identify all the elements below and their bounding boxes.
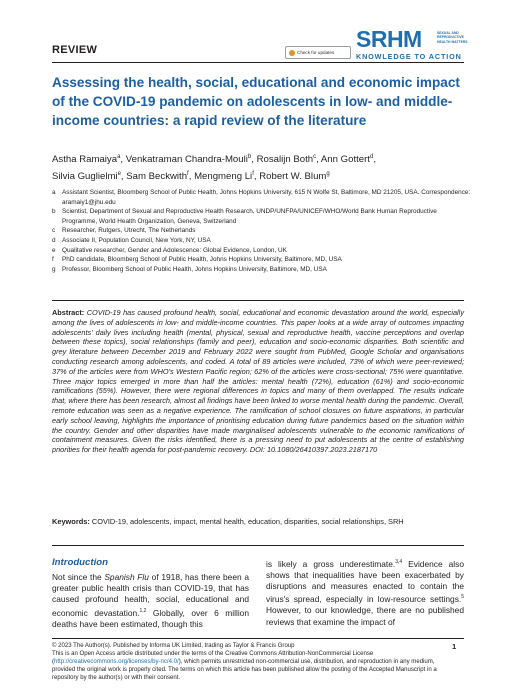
author: Robert W. Blum$^g$ — [259, 171, 330, 183]
keywords-label: Keywords: — [52, 517, 90, 526]
affiliation-list — [52, 188, 472, 274]
affiliation: c Researcher, Rutgers, Utrecht, The Netherlands — [52, 227, 196, 235]
author: Ann Gottert$^d$, — [320, 154, 376, 166]
check-for-updates-button[interactable] — [285, 46, 351, 59]
copyright-line: © 2023 The Author(s). Published by Informa UK Limited, trading as Taylor & Francis Group — [52, 643, 295, 649]
affiliation: g Professor, Bloomberg School of Public Health, Johns Hopkins University, Baltimore, MD, USA — [52, 265, 327, 273]
author: Rosalijn Both$^c$, — [256, 154, 321, 166]
journal-logo — [356, 26, 468, 61]
license-link[interactable]: http://creativecommons.org/licenses/by-nc/4.0/ — [54, 659, 179, 665]
author-list — [52, 150, 472, 184]
license-footer — [52, 642, 452, 682]
check-updates-label: Check for updates — [297, 50, 335, 55]
abstract-label: Abstract: — [52, 308, 85, 317]
affiliation: b Scientist, Department of Sexual and Reproductive Health Research, UNDP/UNFPA/UNICEF/WHO/World Bank Human Reproductive Programme, World Health Organization, Geneva, Switzerland — [52, 208, 437, 225]
author: Venkatraman Chandra-Mouli$^b$, — [125, 154, 257, 166]
license-text: This is an Open Access article distributed under the terms of the Creative Commons Attribution-NonCommercial License (http://creativecommons.org/licenses/by-nc/4.0/), which permits unrestricted non-commercial use, distribution, and reproduction in any medium, provided the original work is properly cited. The terms on which this article has been published allow the posting of the Accepted Manuscript in a repository by the author(s) or with their consent. — [52, 651, 437, 681]
affiliation: d Associate II, Population Council, New York, NY, USA — [52, 236, 211, 244]
logo-tagline: KNOWLEDGE TO ACTION — [356, 52, 462, 61]
section-label: REVIEW — [52, 44, 98, 56]
body-column-left: Not since the Spanish Flu of 1918, has there been a greater public health crisis than COVID-19, that has caused profound health, social, educational and economic devastation.$^{1,2}$ Globally, over 6 million deaths have been estimated, though this — [52, 572, 249, 629]
body-column-right: is likely a gross underestimate.$^{3,4}$ Evidence also shows that inequalities have been exacerbated by disruptions and measures enacted to contain the virus's spread, especially in low-resource settings.$^5$ However, to our knowledge, there are no published reviews that examine the impact of — [266, 558, 464, 627]
keywords-text: COVID-19, adolescents, impact, mental health, education, disparities, social relationships, SRH — [91, 517, 404, 526]
header-divider — [52, 62, 464, 63]
page-number: 1 — [452, 642, 457, 651]
affiliation: e Qualitative researcher, Gender and Adolescence: Global Evidence, London, UK — [52, 246, 287, 254]
author: Sam Beckwith$^f$, — [126, 171, 195, 183]
author: Astha Ramaiya$^a$, — [52, 154, 126, 166]
author: Mengmeng Li$^f$, — [194, 171, 260, 183]
abstract-text: COVID-19 has caused profound health, social, educational and economic devastation around the world, especially among the lives of adolescents in low- and middle-income countries. This paper looks at a wide array of outcomes impacting adolescents' daily lives including health (mental, physical, sexual and reproductive health, vaccine perceptions and overlap between these topics), social relationships (family and peer), education and socio-economic disparities. Both scientific and grey literature between December 2019 and February 2022 were sought from PubMed, Google Scholar and organisations conducting research among adolescents, and coded. A total of 89 articles were included, 73% of which were peer-reviewed; 37% of the articles were from WHO's Western Pacific region; 62% of the articles were cross-sectional; 75% were quantitative. Three major topics emerged in more than half the articles: mental health (72%), education (61%) and socio-economic ramifications (55%). However, there were regional differences in topics and many of them overlapped. The results indicate that, where there has been research, almost all findings have been linked to worse mental health during the pandemic. Overall, remote education was seen as a negative experience. The ramification of school closures on future aspirations, in particular early school leaving, highlights the importance of prioritising education during future pandemics based on the situation within the country. Gender and other disparities have made marginalised adolescents vulnerable to the economic ramifications of containment measures. Given the risks identified, there is a pressing need to put adolescents at the centre of establishing priorities for their health agenda for post-pandemic recovery. DOI: 10.1080/26410397.2023.2187170 — [52, 308, 464, 455]
footer-divider — [52, 638, 464, 639]
article-title: Assessing the health, social, educational and economic impact of the COVID-19 pandemic on adolescents in low- and middle-income countries: a rapid review of the literature — [52, 75, 460, 128]
logo-subtitle: SEXUAL AND REPRODUCTIVE HEALTH MATTERS — [437, 31, 468, 44]
abstract — [52, 308, 464, 455]
abstract-divider — [52, 300, 464, 301]
author: Silvia Guglielmi$^e$, — [52, 171, 127, 183]
affiliation: f PhD candidate, Bloomberg School of Public Health, Johns Hopkins University, Baltimore, MD, USA — [52, 256, 342, 264]
section-heading: Introduction — [52, 557, 108, 568]
body-divider — [52, 545, 464, 546]
affiliation: a Assistant Scientist, Bloomberg School of Public Health, Johns Hopkins University, 615 N Wolfe St, Baltimore, MD 21205, USA. Correspondence: aramaiy1@jhu.edu — [52, 189, 471, 206]
keywords — [52, 517, 464, 527]
update-badge-icon — [289, 50, 295, 56]
logo-mark: SRHM — [356, 26, 422, 52]
